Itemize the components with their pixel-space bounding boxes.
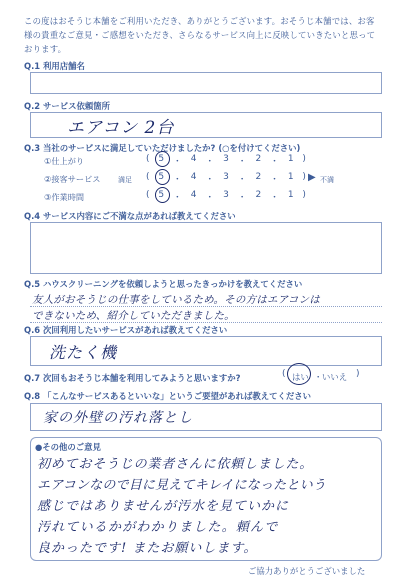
- scale-dot: ・: [172, 193, 182, 203]
- q3-satisfied-label: 満足: [118, 176, 132, 184]
- scale-bracket: (: [146, 190, 150, 200]
- scale-bracket: ): [302, 154, 306, 164]
- scale-dot: ・: [237, 193, 247, 203]
- q3-row-finish-selected-circle: [155, 151, 170, 167]
- other-opinions-label: ●その他のご意見: [35, 442, 101, 452]
- q3-row-finish-label: ①仕上がり: [44, 156, 85, 166]
- arrow-right-icon: ▶: [308, 172, 316, 183]
- other-opinion-line-3: 感じではありませんが汚水を見ていかに: [37, 499, 290, 514]
- scale-dot: ・: [172, 175, 182, 185]
- q3-row-finish-scale[interactable]: [146, 154, 306, 167]
- scale-dot: ・: [270, 175, 280, 185]
- q4-answer-box[interactable]: [30, 222, 382, 274]
- q7-no-option[interactable]: いいえ: [322, 372, 348, 382]
- q4-label: Q.4 サービス内容にご不満な点があれば教えてください: [24, 211, 236, 221]
- q3-row-time-scale[interactable]: [146, 190, 306, 203]
- q8-answer: 家の外壁の汚れ落とし: [43, 410, 193, 426]
- other-opinion-line-4: 汚れているかがわかりました。頼んで: [37, 520, 279, 535]
- intro-text: この度はおそうじ本舗をご利用いただき、ありがとうございます。おそうじ本舗では、お客様の貴重なご意見・ご感想をいただき、さらなるサービス向上に反映していきたいと思っております。: [24, 16, 376, 54]
- scale-bracket: ): [302, 190, 306, 200]
- q2-answer: エアコン 2台: [67, 118, 175, 138]
- scale-1[interactable]: 1: [287, 172, 294, 182]
- q2-label: Q.2 サービス依頼箇所: [24, 101, 111, 111]
- other-opinion-line-5: 良かったです! またお願いします。: [37, 541, 258, 556]
- q5-answer-line-1: 友人がおそうじの仕事をしているため。その方はエアコンは: [32, 294, 320, 306]
- q3-row-service-scale[interactable]: [146, 172, 306, 185]
- scale-3[interactable]: 3: [223, 154, 229, 164]
- other-opinions-box[interactable]: [30, 437, 382, 561]
- q3-row-service-selected-circle: [155, 169, 170, 185]
- scale-dot: ・: [270, 193, 280, 203]
- thanks-text: ご協力ありがとうございました: [248, 566, 366, 576]
- q7-separator: ・: [314, 372, 323, 382]
- q7-yes-option[interactable]: はい: [292, 372, 309, 382]
- scale-dot: ・: [172, 157, 182, 167]
- q8-answer-box[interactable]: [30, 403, 382, 431]
- q3-row-time-selected-circle: [155, 187, 170, 203]
- scale-5[interactable]: 5: [158, 172, 165, 182]
- scale-dot: ・: [205, 175, 215, 185]
- scale-3[interactable]: 3: [223, 172, 229, 182]
- q3-row-service-label: ②接客サービス: [44, 174, 101, 184]
- scale-3[interactable]: 3: [223, 190, 229, 200]
- q5-label: Q.5 ハウスクリーニングを依頼しようと思ったきっかけを教えてください: [24, 279, 303, 289]
- scale-1[interactable]: 1: [287, 154, 294, 164]
- q8-label: Q.8 「こんなサービスあるといいな」というご要望があれば教えてください: [24, 391, 312, 401]
- scale-2[interactable]: 2: [255, 172, 262, 182]
- scale-4[interactable]: 4: [190, 190, 197, 200]
- q7-selected-circle: [287, 363, 311, 385]
- scale-2[interactable]: 2: [255, 154, 262, 164]
- scale-bracket: ): [302, 172, 306, 182]
- q3-dissatisfied-label: 不満: [320, 176, 334, 184]
- q6-label: Q.6 次回利用したいサービスがあれば教えてください: [24, 325, 228, 335]
- other-opinion-line-2: エアコンなので目に見えてキレイになったという: [37, 478, 326, 493]
- q7-bracket-close: ): [356, 369, 360, 379]
- scale-4[interactable]: 4: [190, 154, 197, 164]
- scale-dot: ・: [237, 157, 247, 167]
- scale-dot: ・: [205, 193, 215, 203]
- q3-label: Q.3 当社のサービスに満足していただけましたか? (○を付けてください): [24, 143, 301, 153]
- q7-bracket-open: (: [282, 369, 286, 379]
- q7-label: Q.7 次回もおそうじ本舗を利用してみようと思いますか?: [24, 373, 241, 383]
- scale-bracket: (: [146, 154, 150, 164]
- scale-1[interactable]: 1: [287, 190, 294, 200]
- scale-5[interactable]: 5: [158, 154, 165, 164]
- q6-answer-box[interactable]: [30, 336, 382, 366]
- scale-bracket: (: [146, 172, 150, 182]
- scale-dot: ・: [237, 175, 247, 185]
- q1-answer-box[interactable]: [30, 72, 382, 94]
- scale-4[interactable]: 4: [190, 172, 197, 182]
- scale-dot: ・: [205, 157, 215, 167]
- q1-label: Q.1 利用店舗名: [24, 61, 85, 71]
- scale-5[interactable]: 5: [158, 190, 165, 200]
- scale-2[interactable]: 2: [255, 190, 262, 200]
- q6-answer: 洗たく機: [49, 343, 118, 362]
- q5-answer-line-2: できないため、紹介していただきました。: [32, 310, 235, 322]
- other-opinion-line-1: 初めておそうじの業者さんに依頼しました。: [37, 457, 314, 472]
- q2-answer-box[interactable]: [30, 112, 382, 138]
- scale-dot: ・: [270, 157, 280, 167]
- q3-row-time-label: ③作業時間: [44, 192, 85, 202]
